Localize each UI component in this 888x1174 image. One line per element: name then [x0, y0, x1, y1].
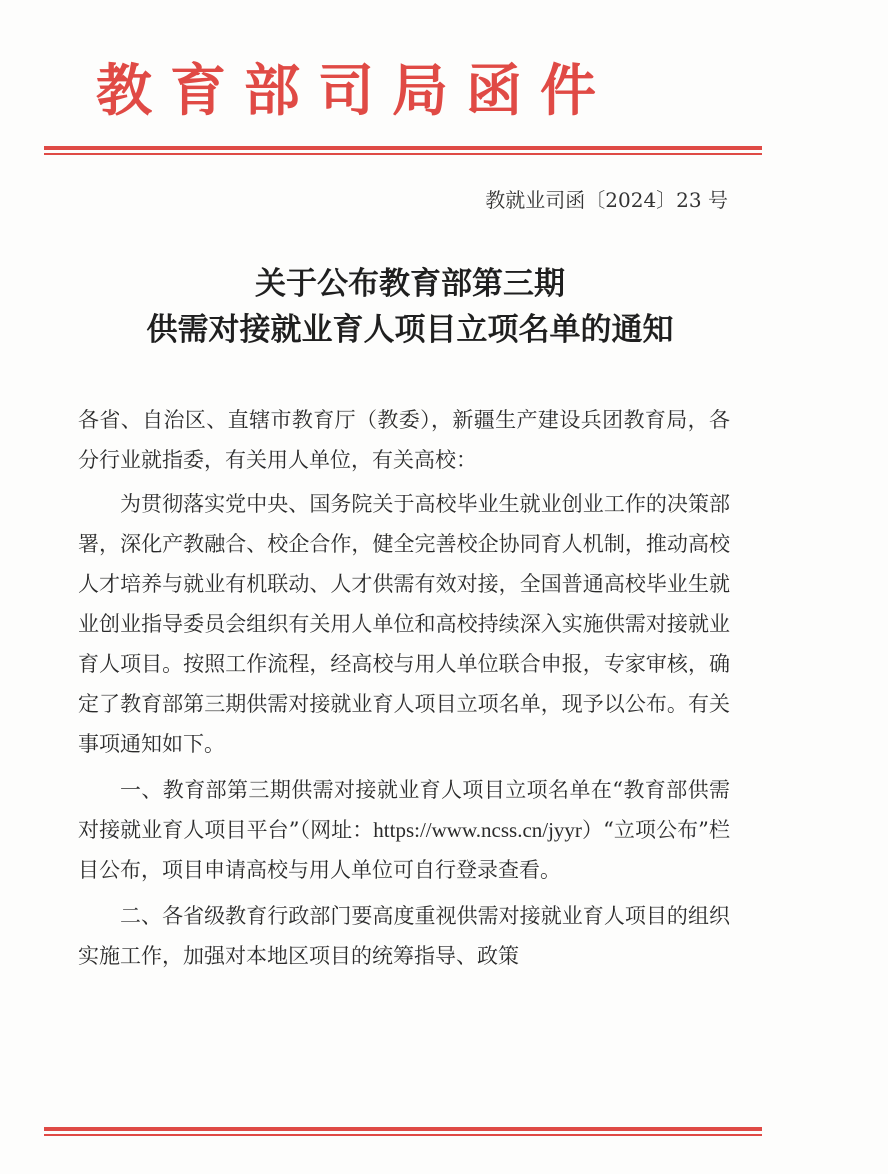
document-body — [78, 400, 730, 976]
item-1-text-suffix: ）“立项公布”栏目公布，项目申请高校与用人单位可自行登录查看。 — [78, 818, 730, 882]
footer-red-rule-thin — [44, 1134, 762, 1136]
paragraph-item-2: 二、各省级教育行政部门要高度重视供需对接就业育人项目的组织实施工作，加强对本地区项目的统筹指导、政策 — [78, 904, 730, 968]
header-red-rule-thin — [44, 153, 762, 155]
masthead-title: 教育部司局函件 — [96, 58, 614, 124]
header-red-rule-thick — [44, 146, 762, 150]
platform-url-link[interactable]: https://www.ncss.cn/jyyr — [373, 818, 582, 842]
document-title-line-2: 供需对接就业育人项目立项名单的通知 — [146, 312, 674, 348]
footer-red-rule-thick — [44, 1127, 762, 1131]
paragraph-intro: 为贯彻落实党中央、国务院关于高校毕业生就业创业工作的决策部署，深化产教融合、校企合作，健全完善校企协同育人机制，推动高校人才培养与就业有机联动、人才供需有效对接，全国普通高校毕业生就业创业指导委员会组织有关用人单位和高校持续深入实施供需对接就业育人项目。按照工作流程，经高校与用人单位联合申报，专家审核，确定了教育部第三期供需对接就业育人项目立项名单，现予以公布。有关事项通知如下。 — [78, 492, 730, 756]
document-number: 教就业司函〔2024〕23 号 — [485, 188, 728, 212]
paragraph-item-1 — [78, 770, 730, 890]
document-title-line-1: 关于公布教育部第三期 — [255, 266, 565, 302]
salutation: 各省、自治区、直辖市教育厅（教委），新疆生产建设兵团教育局，各分行业就指委，有关用人单位，有关高校： — [78, 408, 730, 472]
item-1-text-prefix: 一、教育部第三期供需对接就业育人项目立项名单在“教育部供需对接就业育人项目平台”（网址： — [78, 778, 730, 842]
